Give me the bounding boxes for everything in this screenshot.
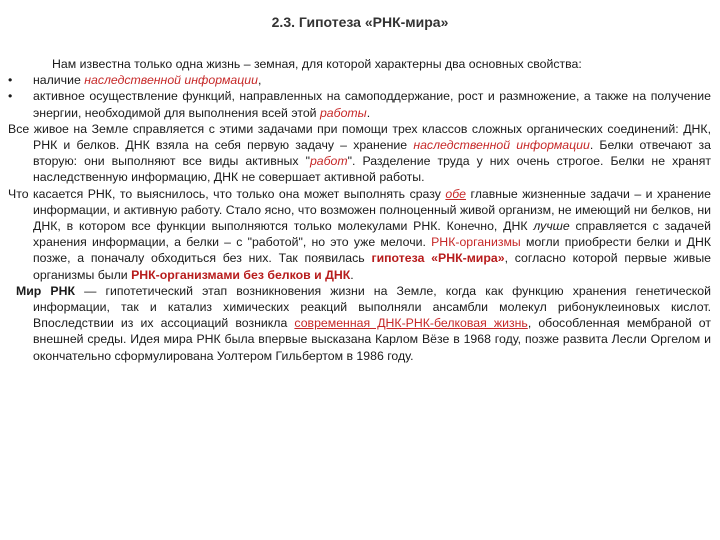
highlight-text: гипотеза «РНК-мира» xyxy=(371,251,505,266)
list-item: • активное осуществление функций, направленных на самоподдержание, рост и размножение, а также на получение энергии, необходимой для выполнения всей этой работы. xyxy=(8,89,711,120)
intro-paragraph: Нам известна только одна жизнь – земная, для которой характерны два основных свойства: xyxy=(52,57,582,71)
paragraph-rna-tasks: Что касается РНК, то выяснилось, что только она может выполнять сразу обе главные жизненные задачи – и хранение информации, и активную работу. Стало ясно, что возможен полноценный живой организм, не имеющий ни белков, ни ДНК, в котором все функции выполняются только молекулами РНК. Конечно, ДНК лучше справляется с задачей хранения информации, а белки – с "работой", но это уже мелочи. РНК-организмы могли приобрести белки и ДНК позже, а поначалу обходиться без них. Так появилась гипотеза «РНК-мира», согласно которой первые живые организмы были РНК-организмами без белков и ДНК. xyxy=(8,186,712,282)
emphasis-text: лучше xyxy=(533,219,570,234)
page-title: 2.3. Гипотеза «РНК-мира» xyxy=(271,14,449,30)
highlight-text: современная ДНК-РНК-белковая жизнь xyxy=(294,316,528,331)
highlight-text: работы xyxy=(319,105,367,120)
highlight-text: РНК-организмы xyxy=(431,235,521,250)
highlight-text: работ xyxy=(309,154,348,169)
term-heading: Мир РНК xyxy=(16,283,76,298)
highlight-text: обе xyxy=(445,186,467,201)
highlight-text: наследственной информации xyxy=(84,73,258,88)
paragraph-rna-world: Мир РНК — гипотетический этап возникновения жизни на Земле, когда как функцию хранения генетической информации, так и катализ химических реакций выполняли ансамбли молекул рибонуклеиновых кислот. Впоследствии из их ассоциаций возникла современная ДНК-РНК-белковая жизнь, обособленная мембраной от внешней среды. Идея мира РНК была впервые высказана Карлом Вёзе в 1968 году, позже развита Лесли Оргелом и окончательно сформулирована Уолтером Гильбертом в 1986 году. xyxy=(16,283,711,363)
highlight-text: РНК-организмами без белков и ДНК xyxy=(131,267,351,282)
list-item: • наличие наследственной информации, xyxy=(8,73,262,88)
bullet-marker: • xyxy=(8,73,13,88)
document-body xyxy=(8,56,711,364)
paragraph-dna-rna-proteins: Все живое на Земле справляется с этими задачами при помощи трех классов сложных органических соединений: ДНК, РНК и белков. ДНК взяла на себя первую задачу – хранение наследственной информации. Белки отвечают за вторую: они выполняют все виды активных "работ". Разделение труда у них очень строгое. Белки не хранят наследственную информацию, ДНК не совершает активной работы. xyxy=(8,121,711,185)
highlight-text: наследственной информации xyxy=(413,138,590,153)
bullet-marker: • xyxy=(8,89,13,104)
